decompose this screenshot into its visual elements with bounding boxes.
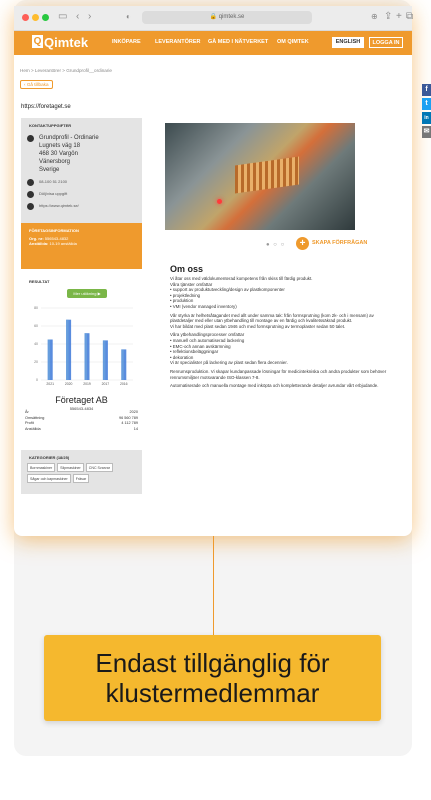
plus-icon: + <box>296 237 309 250</box>
about-line: Vår styrka är helhetsåtagandet med allt under samma tak: från formsprutning (kom 2k- och i mensam) av plastdetaljer med eller utan ytbehandling till montage av en färdig och kvalitetssäkrad produkt. <box>170 312 374 324</box>
about-text <box>170 276 396 392</box>
contact-box <box>21 118 142 223</box>
results-header: RESULTAT <box>29 279 50 284</box>
category-tag[interactable]: Fräsar <box>73 474 89 483</box>
share-icon[interactable]: ⇪ <box>384 11 393 22</box>
stat-label: År <box>25 410 29 414</box>
stat-value: 96 560 789 <box>118 415 138 420</box>
stat-value: 14 <box>133 426 138 431</box>
nav-link-join-network[interactable]: GÅ MED I NÄTVERKET <box>208 39 269 45</box>
contact-phone[interactable]: 08-100 51 2100 <box>39 179 68 184</box>
zoom-window-button[interactable] <box>42 14 49 21</box>
about-line: • VMI (vendor managed inventory) <box>170 303 237 309</box>
location-pin-icon <box>27 135 34 142</box>
about-line: Vi åtar oss med väldokumenterad kompetens från skiss till färdig produkt. <box>170 276 313 281</box>
contact-address <box>39 134 99 174</box>
chart-y-tick-label: 20 <box>34 360 38 365</box>
nav-link-about-qimtek[interactable]: OM QIMTEK <box>277 39 309 45</box>
stat-value: 2020 <box>129 410 138 414</box>
chart-bar-highlight <box>66 320 69 380</box>
stat-label: Anställda <box>25 426 41 431</box>
stat-row <box>21 427 142 433</box>
browser-toolbar <box>14 6 412 31</box>
email-icon[interactable]: ✉ <box>422 126 431 138</box>
privacy-shield-icon[interactable]: ◐ <box>126 12 131 21</box>
language-button[interactable]: ENGLISH <box>332 37 364 48</box>
address-line: Vänersborg <box>39 159 71 165</box>
back-arrow-icon[interactable]: ‹ <box>76 11 80 22</box>
address-line: Grundprofil - Ordinarie <box>39 135 99 141</box>
minimize-window-button[interactable] <box>32 14 39 21</box>
nav-link-suppliers[interactable]: LEVERANTÖRER <box>155 39 201 45</box>
carousel-dots[interactable]: ● ○ ○ <box>266 242 286 248</box>
financial-stats <box>21 410 142 432</box>
report-button[interactable]: Mer utökning ▶ <box>67 289 107 298</box>
logo-text: Qimtek <box>44 35 89 50</box>
contact-website[interactable]: https://www.qimtek.se/ <box>39 203 79 208</box>
categories-header: KATEGORIER (18/25) <box>29 455 70 460</box>
tab-overview-icon[interactable]: ⧉ <box>406 11 414 22</box>
show-contact-link[interactable]: Dölj/visa uppgift <box>39 191 68 196</box>
chart-x-tick-label: 2021 <box>46 382 54 386</box>
category-tag[interactable]: Sågar och kapmaskiner <box>27 474 71 483</box>
about-line: Våra ytbehandlingsprocesser omfattar <box>170 332 245 338</box>
address-line: Lugnets väg 18 <box>39 143 81 149</box>
about-line: Renrumsproduktion. Vi skapar kundanpassade lösningar för medicintekniska och andra produkter som behöver renrumsmiljöer motsvarande ISO-klassen 7-8. <box>170 368 387 380</box>
company-name: Företaget AB <box>55 395 108 405</box>
logo-mark-icon: Q <box>33 36 42 47</box>
close-window-button[interactable] <box>22 14 29 21</box>
sidebar-icon[interactable]: ▭ <box>58 11 68 22</box>
about-line: • produktion <box>170 298 194 304</box>
about-title: Om oss <box>170 264 204 274</box>
back-button[interactable]: ‹ Gå tillbaka <box>20 80 53 89</box>
category-tag[interactable]: Slipmaskiner <box>57 463 84 472</box>
stat-label: Omsättning <box>25 415 45 420</box>
about-line: • dekoration <box>170 354 194 360</box>
globe-icon <box>27 203 34 210</box>
chart-x-tick-label: 2017 <box>101 382 110 386</box>
address-bar-url: qimtek.se <box>218 14 245 20</box>
category-tag[interactable]: Bornmaskiner <box>27 463 55 472</box>
org-number-label: Org. nr: <box>29 236 44 241</box>
address-bar[interactable]: 🔒 qimtek.se <box>142 11 312 24</box>
chart-x-tick-label: 2020 <box>64 382 73 386</box>
about-line: • support av produktutveckling/design av plastkomponenter <box>170 287 285 293</box>
chart-y-tick-label: 40 <box>34 342 38 347</box>
forward-arrow-icon[interactable]: › <box>88 11 92 22</box>
address-line: 468 30 Vargön <box>39 151 78 157</box>
about-line: • manuell och automatiserad lackering <box>170 337 245 343</box>
members-only-text: Endast tillgänglig för klustermedlemmar <box>95 648 330 708</box>
members-only-banner <box>44 635 381 721</box>
address-line: Sverige <box>39 167 60 173</box>
contact-header: KONTAKTUPPGIFTER <box>29 123 72 128</box>
new-tab-icon[interactable]: + <box>396 11 402 22</box>
company-org-number: 556543-4834 <box>69 406 94 411</box>
about-line: • EMC-och annan avskärmning <box>170 343 231 349</box>
about-line: Vi har bildat med plast sedan 1946 och med formsprutning av termoplaster sedan 50 talet. <box>170 323 346 329</box>
chart-x-tick-label: 2019 <box>83 382 91 386</box>
about-line: • reflektionsbeläggningar <box>170 349 219 355</box>
chart-y-tick-label: 80 <box>34 306 38 311</box>
chart-bar-highlight <box>48 340 51 381</box>
download-icon[interactable]: ⊕ <box>371 12 378 21</box>
site-logo[interactable] <box>32 35 88 50</box>
employees-value: 10-19 anställda <box>49 241 77 246</box>
chart-bar-highlight <box>121 349 124 380</box>
create-quote-label: SKAPA FÖRFRÅGAN <box>312 240 368 246</box>
login-button[interactable]: LOGGA IN <box>369 37 403 48</box>
twitter-icon[interactable]: t <box>422 98 431 110</box>
org-number-value: 556543-4832 <box>44 236 69 241</box>
site-navbar <box>14 31 412 55</box>
stat-value: 4 112 789 <box>121 421 138 425</box>
envelope-icon <box>27 191 34 198</box>
category-tag[interactable]: CNC Svarvar <box>86 463 113 472</box>
linkedin-icon[interactable]: in <box>422 112 431 124</box>
red-led-light <box>217 199 222 204</box>
about-line: Vi är specialister på lackering av plast sedan flera decennier. <box>170 360 288 366</box>
chart-bar-highlight <box>85 333 88 380</box>
employees-label: Anställda: <box>29 241 49 246</box>
connector-line <box>213 536 214 635</box>
stat-label: Profit <box>25 421 34 425</box>
chart-bar-highlight <box>103 340 106 380</box>
company-info-header: FÖRETAGSINFORMATION <box>29 228 79 233</box>
social-share-bar <box>422 84 431 140</box>
chart-y-tick-label: 0 <box>36 378 38 383</box>
nav-link-buyers[interactable]: INKÖPARE <box>112 39 141 45</box>
back-button-label: Gå tillbaka <box>26 82 49 87</box>
company-site-url[interactable]: https://foretaget.se <box>21 104 71 110</box>
categories-box <box>21 450 142 494</box>
about-line: Automatiserade och manuella montage med inköpta och kompletterande detaljer avrundar vårt erbjudande. <box>170 383 379 389</box>
phone-icon <box>27 179 34 186</box>
about-line: Våra tjänster omfattar <box>170 281 213 287</box>
company-info-box <box>21 223 142 269</box>
circuit-board-image <box>235 157 299 194</box>
create-quote-button[interactable] <box>296 236 367 250</box>
revenue-bar-chart <box>21 302 142 394</box>
facebook-icon[interactable]: f <box>422 84 431 96</box>
about-line: • projektledning <box>170 292 201 298</box>
product-photo[interactable] <box>165 123 355 230</box>
breadcrumb[interactable]: Hem > Leverantörer > Grundprofil__ordinarie <box>20 68 112 73</box>
chart-y-tick-label: 60 <box>34 324 38 329</box>
chart-x-tick-label: 2016 <box>120 382 128 386</box>
